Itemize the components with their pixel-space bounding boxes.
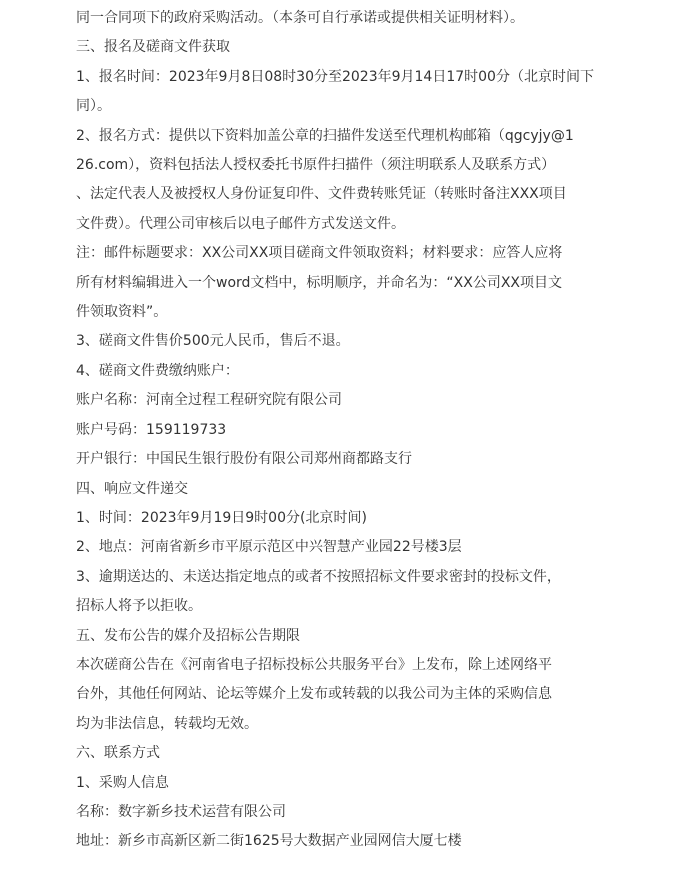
text-line: 26.com），资料包括法人授权委托书原件扫描件（须注明联系人及联系方式） xyxy=(76,157,556,174)
account-number: 账户号码：159119733 xyxy=(76,421,227,438)
text-line: 2、报名方式：提供以下资料加盖公章的扫描件发送至代理机构邮箱（qgcyjy@1 xyxy=(76,127,574,144)
text-line: 1、时间：2023年9月19日9时00分(北京时间) xyxy=(76,509,367,526)
account-bank: 开户银行：中国民生银行股份有限公司郑州商都路支行 xyxy=(76,451,412,468)
text-line: 1、报名时间：2023年9月8日08时30分至2023年9月14日17时00分（北京时间下 xyxy=(76,68,594,85)
text-line: 文件费）。代理公司审核后以电子邮件方式发送文件。 xyxy=(76,215,405,232)
section-heading: 四、响应文件递交 xyxy=(76,480,188,497)
text-line: 、法定代表人及被授权人身份证复印件、文件费转账凭证（转账时备注XXX项目 xyxy=(76,186,567,203)
purchaser-name: 名称：数字新乡技术运营有限公司 xyxy=(76,803,286,820)
text-line: 注：邮件标题要求：XX公司XX项目磋商文件领取资料；材料要求：应答人应将 xyxy=(76,245,563,262)
text-line: 台外，其他任何网站、论坛等媒介上发布或转载的以我公司为主体的采购信息 xyxy=(76,686,552,703)
text-line: 同一合同项下的政府采购活动。（本条可自行承诺或提供相关证明材料）。 xyxy=(76,10,524,26)
text-line: 2、地点：河南省新乡市平原示范区中兴智慧产业园22号楼3层 xyxy=(76,539,462,556)
text-line: 1、采购人信息 xyxy=(76,774,169,791)
text-line: 同）。 xyxy=(76,98,111,115)
section-heading: 三、报名及磋商文件获取 xyxy=(76,39,230,56)
account-name: 账户名称：河南全过程工程研究院有限公司 xyxy=(76,392,342,409)
text-line: 招标人将予以拒收。 xyxy=(76,598,202,615)
document-body xyxy=(76,4,608,857)
purchaser-address: 地址：新乡市高新区新二街1625号大数据产业园网信大厦七楼 xyxy=(76,833,462,850)
section-heading: 六、联系方式 xyxy=(76,745,160,762)
text-line: 所有材料编辑进入一个word文档中，标明顺序，并命名为：“XX公司XX项目文 xyxy=(76,274,563,291)
text-line: 均为非法信息，转载均无效。 xyxy=(76,715,258,732)
section-heading: 五、发布公告的媒介及招标公告期限 xyxy=(76,627,300,644)
text-line: 3、逾期送达的、未送达指定地点的或者不按照招标文件要求密封的投标文件， xyxy=(76,568,561,585)
text-line: 本次磋商公告在《河南省电子招标投标公共服务平台》上发布，除上述网络平 xyxy=(76,656,552,673)
text-line: 4、磋商文件费缴纳账户： xyxy=(76,362,239,379)
text-line: 件领取资料”。 xyxy=(76,304,168,321)
text-line: 3、磋商文件售价500元人民币，售后不退。 xyxy=(76,333,350,350)
